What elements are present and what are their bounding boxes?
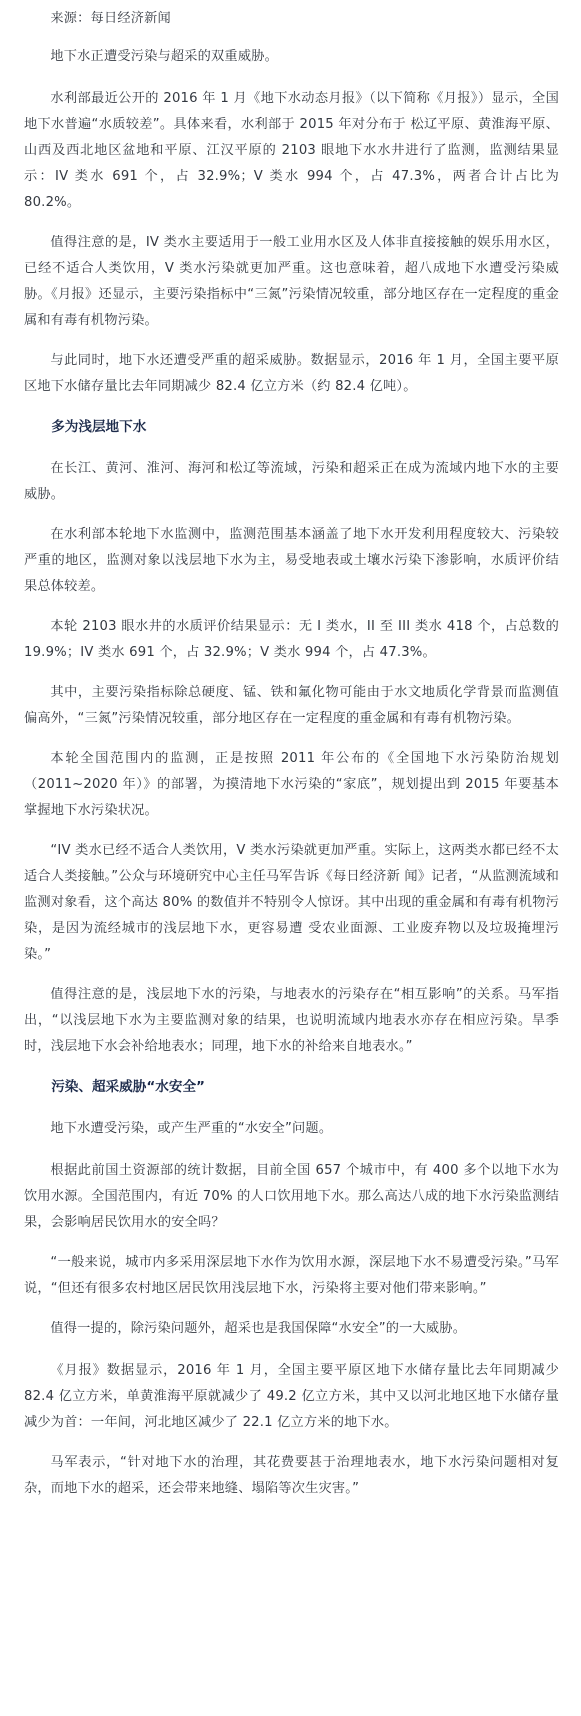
paragraph-monitoring-scope: 在水利部本轮地下水监测中，监测范围基本涵盖了地下水开发利用程度较大、污染较严重的地区，监测对象以浅层地下水为主，易受地表或土壤水污染下渗影响，水质评价结果总体较差。 [24, 527, 559, 594]
paragraph-expert-quote: “IV 类水已经不适合人类饮用，V 类水污染就更加严重。实际上，这两类水都已经不太适合人类接触。”公众与环境研究中心主任马军告诉《每日经济新 闻》记者，“从监测流域和监测对象看，这个高达 80% 的数值并不特别令人惊讶。其中出现的重金属和有毒有机物污染，是因为流经城市的浅层地下水，更容易遭 受农业面源、工业废弃物以及垃圾掩埋污染。” [24, 843, 559, 962]
paragraph-governance-cost: 马军表示，“针对地下水的治理，其花费要甚于治理地表水，地下水污染问题相对复杂，而地下水的超采，还会带来地缝、塌陷等次生灾害。” [24, 1455, 559, 1496]
paragraph-surface-interaction: 值得注意的是，浅层地下水的污染，与地表水的污染存在“相互影响”的关系。马军指出，“以浅层地下水为主要监测对象的结果，也说明流域内地表水亦存在相应污染。旱季时，浅层地下水会补给地表水；同理，地下水的补给来自地表水。” [24, 987, 559, 1054]
source-line: 来源：每日经济新闻 [50, 11, 171, 26]
paragraph-intro: 地下水正遭受污染与超采的双重威胁。 [50, 49, 278, 64]
paragraph-evaluation-results: 本轮 2103 眼水井的水质评价结果显示：无 I 类水，II 至 III 类水 418 个，占总数的 19.9%；IV 类水 691 个，占 32.9%；V 类水 994 个，占 47.3%。 [24, 619, 559, 660]
section-heading-water-security: 污染、超采威胁“水安全” [51, 1079, 205, 1095]
paragraph-overextraction-threat: 值得一提的，除污染问题外，超采也是我国保障“水安全”的一大威胁。 [50, 1321, 467, 1336]
paragraph-overextraction: 与此同时，地下水还遭受严重的超采威胁。数据显示，2016 年 1 月，全国主要平原区地下水储存量比去年同期减少 82.4 亿立方米（约 82.4 亿吨）。 [24, 353, 559, 394]
paragraph-report-summary: 水利部最近公开的 2016 年 1 月《地下水动态月报》（以下简称《月报》）显示，全国地下水普遍“水质较差”。具体来看，水利部于 2015 年对分布于 松辽平原、黄淮海平原、山西及西北地区盆地和平原、江汉平原的 2103 眼地下水水井进行了监测，监测结果显示：IV 类水 691 个，占 32.9%；V 类水 994 个，占 47.3%，两者合计占比为 80.2%。 [24, 91, 559, 210]
paragraph-prevention-plan: 本轮全国范围内的监测，正是按照 2011 年公布的《全国地下水污染防治规划（2011~2020 年）》的部署，为摸清地下水污染的“家底”，规划提出到 2015 年要基本掌握地下水污染状况。 [24, 751, 559, 818]
paragraph-pollution-indicators: 其中，主要污染指标除总硬度、锰、铁和氟化物可能由于水文地质化学背景而监测值偏高外，“三氮”污染情况较重，部分地区存在一定程度的重金属和有毒有机物污染。 [24, 685, 559, 726]
paragraph-drinking-water-quote: “一般来说，城市内多采用深层地下水作为饮用水源，深层地下水不易遭受污染。”马军说，“但还有很多农村地区居民饮用浅层地下水，污染将主要对他们带来影响。” [24, 1255, 559, 1296]
paragraph-storage-decline: 《月报》数据显示，2016 年 1 月，全国主要平原区地下水储存量比去年同期减少 82.4 亿立方米，单黄淮海平原就减少了 49.2 亿立方米，其中又以河北地区地下水储存量减少为首：一年间，河北地区减少了 22.1 亿立方米的地下水。 [24, 1363, 559, 1430]
section-heading-shallow-groundwater: 多为浅层地下水 [51, 419, 147, 435]
paragraph-river-basins: 在长江、黄河、淮河、海河和松辽等流域，污染和超采正在成为流域内地下水的主要威胁。 [24, 461, 559, 502]
paragraph-water-class-note: 值得注意的是，IV 类水主要适用于一般工业用水区及人体非直接接触的娱乐用水区，已经不适合人类饮用，V 类水污染就更加严重。这也意味着，超八成地下水遭受污染威胁。《月报》还显示，主要污染指标中“三氮”污染情况较重，部分地区存在一定程度的重金属和有毒有机物污染。 [24, 235, 559, 328]
paragraph-city-statistics: 根据此前国土资源部的统计数据，目前全国 657 个城市中，有 400 多个以地下水为饮用水源。全国范围内，有近 70% 的人口饮用地下水。那么高达八成的地下水污染监测结果，会影响居民饮用水的安全吗？ [24, 1163, 559, 1230]
paragraph-water-security-intro: 地下水遭受污染，或产生严重的“水安全”问题。 [50, 1121, 333, 1136]
